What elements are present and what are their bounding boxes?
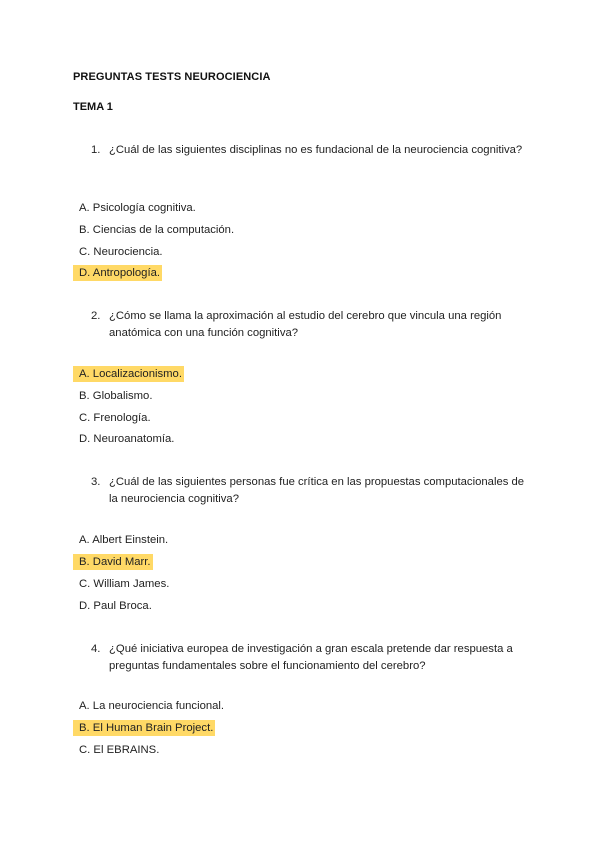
option-1c: C. Neurociencia. [79,246,163,258]
question-4 [91,641,531,675]
option-2a-highlighted: A. Localizacionismo. [73,366,184,382]
question-number: 4. [91,643,101,655]
option-2c: C. Frenología. [79,412,151,424]
question-number: 3. [91,476,101,488]
option-2b: B. Globalismo. [79,390,153,402]
option-1b: B. Ciencias de la computación. [79,224,235,236]
question-text: ¿Cuál de las siguientes personas fue crítica en las propuestas computacionales de la neurociencia cognitiva? [109,476,525,505]
option-1d-highlighted: D. Antropología. [73,265,162,281]
option-3d: D. Paul Broca. [79,600,152,612]
section-title: TEMA 1 [73,101,113,113]
option-1a: A. Psicología cognitiva. [79,202,196,214]
option-3c: C. William James. [79,578,170,590]
question-text: ¿Qué iniciativa europea de investigación a gran escala pretende dar respuesta a preguntas fundamentales sobre el funcionamiento del cerebro? [109,643,513,672]
option-4b-highlighted: B. El Human Brain Project. [73,720,215,736]
option-2d: D. Neuroanatomía. [79,433,175,445]
question-text: ¿Cómo se llama la aproximación al estudio del cerebro que vincula una región anatómica con una función cognitiva? [109,310,502,339]
question-3 [91,474,531,508]
document-title: PREGUNTAS TESTS NEUROCIENCIA [73,71,271,83]
question-2 [91,308,531,342]
question-number: 2. [91,310,101,322]
question-number: 1. [91,144,101,156]
option-3a: A. Albert Einstein. [79,534,169,546]
option-4a: A. La neurociencia funcional. [79,700,225,712]
option-3b-highlighted: B. David Marr. [73,554,153,570]
question-text: ¿Cuál de las siguientes disciplinas no es fundacional de la neurociencia cognitiva? [109,144,523,156]
option-4c: C. El EBRAINS. [79,744,160,756]
question-1 [91,142,531,159]
